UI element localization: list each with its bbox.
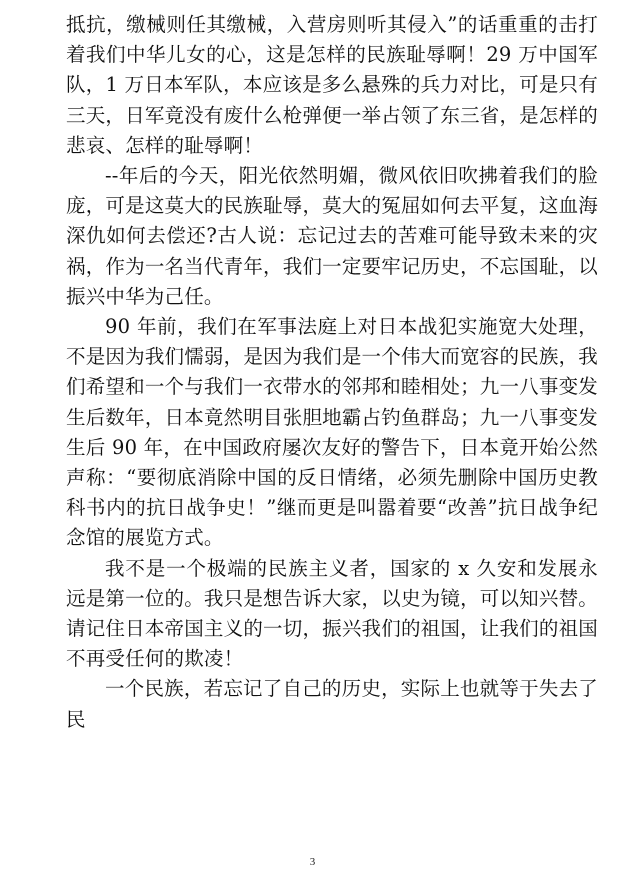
document-body [66, 10, 598, 735]
paragraph: --年后的今天，阳光依然明媚，微风依旧吹拂着我们的脸庞，可是这莫大的民族耻辱，莫大的冤屈如何去平复，这血海深仇如何去偿还?古人说：忘记过去的苦难可能导致未来的灾祸，作为一名当代青年，我们一定要牢记历史，不忘国耻，以振兴中华为己任。 [66, 164, 598, 308]
page-number: 3 [309, 856, 316, 868]
paragraph: 一个民族，若忘记了自己的历史，实际上也就等于失去了民 [66, 677, 598, 731]
paragraph: 我不是一个极端的民族主义者，国家的 x 久安和发展永远是第一位的。我只是想告诉大家，以史为镜，可以知兴替。请记住日本帝国主义的一切，振兴我们的祖国，让我们的祖国不再受任何的欺凌！ [66, 556, 598, 671]
paragraph: 抵抗，缴械则任其缴械，入营房则听其侵入”的话重重的击打着我们中华儿女的心，这是怎样的民族耻辱啊！29 万中国军队，1 万日本军队，本应该是多么悬殊的兵力对比，可是只有三天，日军竟没有废什么枪弹便一举占领了东三省，是怎样的悲哀、怎样的耻辱啊！ [66, 13, 598, 157]
paragraph: 90 年前，我们在军事法庭上对日本战犯实施宽大处理，不是因为我们懦弱，是因为我们是一个伟大而宽容的民族，我们希望和一个与我们一衣带水的邻邦和睦相处；九一八事变发生后数年，日本竟然明目张胆地霸占钓鱼群岛；九一八事变发生后 90 年，在中国政府屡次友好的警告下，日本竟开始公然声称：“要彻底消除中国的反日情绪，必须先删除中国历史教科书内的抗日战争史！”继而更是叫嚣着要“改善”抗日战争纪念馆的展览方式。 [66, 315, 598, 550]
